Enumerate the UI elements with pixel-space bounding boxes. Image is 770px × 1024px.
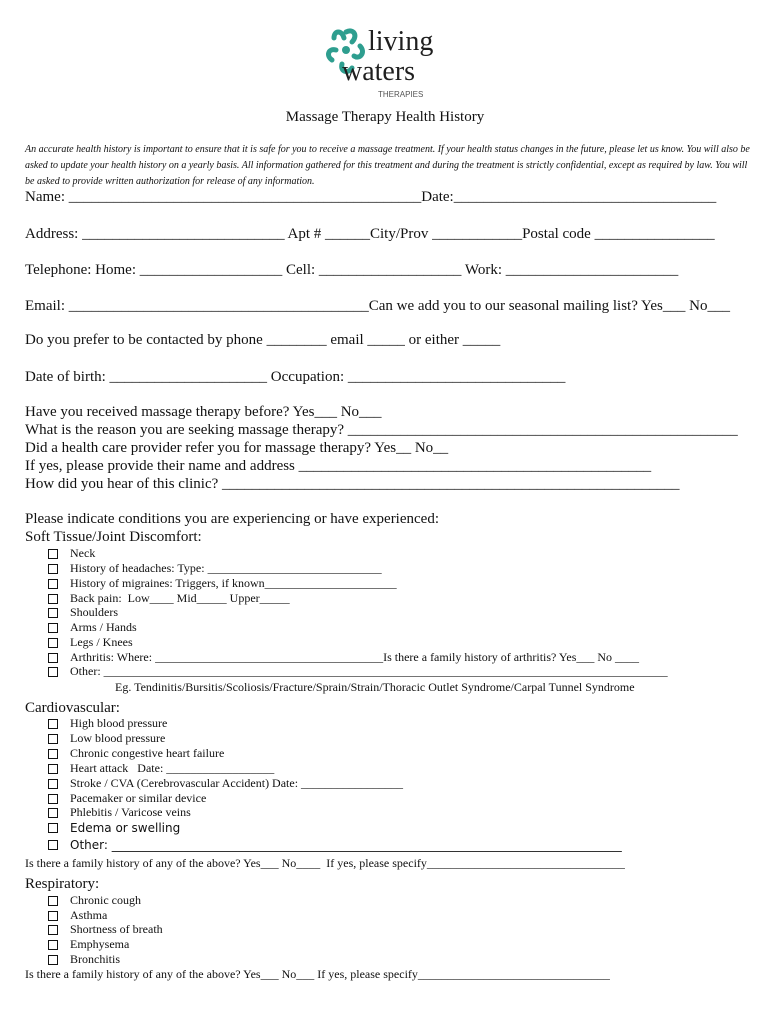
history-q1[interactable]: Have you received massage therapy before? Yes___ No___ — [25, 404, 382, 420]
cardio-item[interactable] — [48, 716, 167, 731]
soft-tissue-item[interactable] — [48, 650, 639, 665]
checkbox[interactable] — [48, 779, 58, 789]
logo-word-living: living — [368, 26, 434, 57]
cardio-item[interactable] — [48, 791, 206, 806]
checkbox[interactable] — [48, 823, 58, 833]
history-q3[interactable]: Did a health care provider refer you for massage therapy? Yes__ No__ — [25, 440, 449, 456]
cardio-item-edema[interactable] — [48, 821, 180, 835]
soft-tissue-item[interactable] — [48, 546, 95, 561]
item-label: High blood pressure — [70, 716, 168, 730]
checkbox[interactable] — [48, 608, 58, 618]
logo-subtitle: THERAPIES — [378, 90, 424, 99]
checkbox[interactable] — [48, 667, 58, 677]
cardio-family-history[interactable]: Is there a family history of any of the above? Yes___ No____ If yes, please specify_________________________________ — [25, 856, 625, 870]
checkbox[interactable] — [48, 955, 58, 965]
respiratory-heading: Respiratory: — [25, 876, 100, 892]
respiratory-item[interactable] — [48, 952, 120, 967]
checkbox[interactable] — [48, 764, 58, 774]
item-label: Low blood pressure — [70, 731, 166, 745]
item-label: Bronchitis — [70, 952, 120, 966]
cardio-item-other[interactable] — [48, 838, 622, 852]
page-title: Massage Therapy Health History — [285, 109, 485, 125]
checkbox[interactable] — [48, 623, 58, 633]
checkbox[interactable] — [48, 749, 58, 759]
name-date-field[interactable]: Name: _______________________________________________Date:___________________________________ — [25, 189, 717, 205]
checkbox[interactable] — [48, 808, 58, 818]
history-q5[interactable]: How did you hear of this clinic? _____________________________________________________________ — [25, 476, 680, 492]
soft-tissue-item[interactable] — [48, 561, 382, 576]
soft-tissue-heading: Soft Tissue/Joint Discomfort: — [25, 529, 202, 545]
item-label: Arthritis: Where: ______________________________________Is there a family history of arthritis? Yes___ No ____ — [70, 650, 640, 664]
checkbox[interactable] — [48, 638, 58, 648]
logo — [324, 22, 454, 102]
email-field[interactable]: Email: ________________________________________Can we add you to our seasonal mailing list? Yes___ No___ — [25, 298, 730, 314]
checkbox[interactable] — [48, 734, 58, 744]
respiratory-item[interactable] — [48, 937, 129, 952]
item-label: Heart attack Date: __________________ — [70, 761, 275, 775]
checkbox[interactable] — [48, 911, 58, 921]
cardio-item[interactable] — [48, 776, 403, 791]
respiratory-item[interactable] — [48, 922, 163, 937]
checkbox[interactable] — [48, 564, 58, 574]
cardio-item[interactable] — [48, 731, 165, 746]
item-label: Chronic congestive heart failure — [70, 746, 225, 760]
history-q2[interactable]: What is the reason you are seeking massage therapy? ____________________________________________________ — [25, 422, 738, 438]
soft-tissue-example: Eg. Tendinitis/Bursitis/Scoliosis/Fracture/Sprain/Strain/Thoracic Outlet Syndrome/Carpal Tunnel Syndrome — [115, 680, 635, 694]
checkbox[interactable] — [48, 896, 58, 906]
address-field[interactable]: Address: ___________________________ Apt # ______City/Prov ____________Postal code ________________ — [25, 226, 715, 242]
item-label: Other: _____________________________________________________________________________________ — [70, 838, 622, 852]
contact-preference-field[interactable]: Do you prefer to be contacted by phone ________ email _____ or either _____ — [25, 332, 501, 348]
item-label: Emphysema — [70, 937, 130, 951]
soft-tissue-item[interactable] — [48, 591, 290, 606]
dob-occupation-field[interactable]: Date of birth: _____________________ Occupation: _____________________________ — [25, 369, 566, 385]
logo-word-waters: waters — [342, 56, 416, 87]
soft-tissue-item[interactable] — [48, 635, 133, 650]
respiratory-item[interactable] — [48, 893, 141, 908]
telephone-field[interactable]: Telephone: Home: ___________________ Cell: ___________________ Work: _______________________ — [25, 262, 679, 278]
item-label: Back pain: Low____ Mid_____ Upper_____ — [70, 591, 290, 605]
item-label: Neck — [70, 546, 96, 560]
checkbox[interactable] — [48, 940, 58, 950]
item-label: Edema or swelling — [70, 821, 181, 835]
checkbox[interactable] — [48, 653, 58, 663]
cardio-item[interactable] — [48, 761, 274, 776]
cardio-item[interactable] — [48, 746, 224, 761]
item-label: Asthma — [70, 908, 108, 922]
item-label: Phlebitis / Varicose veins — [70, 805, 191, 819]
item-label: Shoulders — [70, 605, 118, 619]
respiratory-family-history[interactable]: Is there a family history of any of the above? Yes___ No___ If yes, please specify________________________________ — [25, 967, 610, 981]
item-label: Pacemaker or similar device — [70, 791, 207, 805]
item-label: History of migraines: Triggers, if known______________________ — [70, 576, 397, 590]
soft-tissue-item[interactable] — [48, 620, 137, 635]
checkbox[interactable] — [48, 925, 58, 935]
checkbox[interactable] — [48, 579, 58, 589]
checkbox[interactable] — [48, 719, 58, 729]
respiratory-item[interactable] — [48, 908, 107, 923]
checkbox[interactable] — [48, 549, 58, 559]
item-label: Stroke / CVA (Cerebrovascular Accident) Date: _________________ — [70, 776, 404, 790]
soft-tissue-item[interactable] — [48, 576, 397, 591]
cardiovascular-heading: Cardiovascular: — [25, 700, 120, 716]
soft-tissue-item[interactable] — [48, 664, 668, 679]
item-label: Arms / Hands — [70, 620, 137, 634]
checkbox[interactable] — [48, 840, 58, 850]
history-q4[interactable]: If yes, please provide their name and address _______________________________________________ — [25, 458, 652, 474]
intro-paragraph: An accurate health history is important to ensure that it is safe for you to receive a massage treatment. If your health status changes in the future, please let us know. You will also be asked to update your health history on a yearly basis. All information gathered for this treatment and during the treatment is strictly confidential, except as required by law. You will be asked to provide written authorization for release of any information. — [25, 144, 750, 187]
item-label: Shortness of breath — [70, 922, 163, 936]
item-label: History of headaches: Type: _____________________________ — [70, 561, 382, 575]
item-label: Other: ______________________________________________________________________________________________ — [70, 664, 668, 678]
item-label: Chronic cough — [70, 893, 141, 907]
item-label: Legs / Knees — [70, 635, 133, 649]
soft-tissue-item[interactable] — [48, 605, 118, 620]
checkbox[interactable] — [48, 794, 58, 804]
conditions-intro: Please indicate conditions you are experiencing or have experienced: — [25, 511, 439, 527]
cardio-item[interactable] — [48, 805, 191, 820]
checkbox[interactable] — [48, 594, 58, 604]
